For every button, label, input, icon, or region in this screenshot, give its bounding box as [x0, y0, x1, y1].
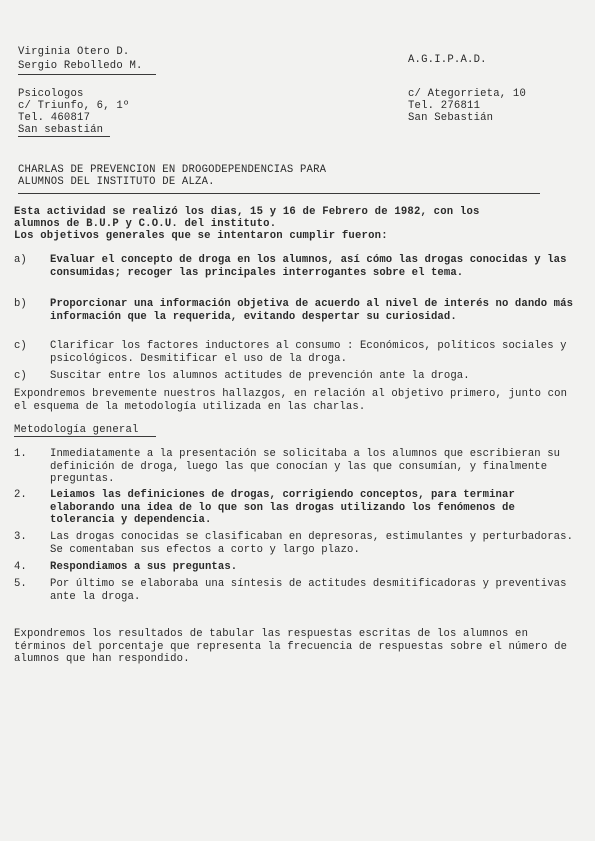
- method-heading: Metodología general: [14, 424, 139, 436]
- objective-label: b): [14, 298, 27, 310]
- intro-line-2: alumnos de B.U.P y C.O.U. del instituto.: [14, 218, 277, 230]
- right-address: c/ Ategorrieta, 10: [408, 88, 527, 100]
- step-number: 4.: [14, 561, 27, 573]
- step-text: Leiamos las definiciones de drogas, corrigiendo conceptos, para terminar elaborando una idea de lo que son las drogas utilizando los fenómenos de tolerancia y dependencia.: [50, 489, 515, 526]
- title-rule: [18, 193, 540, 194]
- step-text: Respondiamos a sus preguntas.: [50, 561, 238, 573]
- objective-text: Clarificar los factores inductores al consumo : Económicos, políticos sociales y psicológicos. Desmitificar el uso de la droga.: [50, 340, 567, 365]
- author-underline: [18, 74, 156, 75]
- title-line-1: CHARLAS DE PREVENCION EN DROGODEPENDENCIAS PARA: [18, 164, 327, 176]
- objective-label: c): [14, 370, 27, 382]
- right-city: San Sebastián: [408, 112, 494, 124]
- step-number: 2.: [14, 489, 27, 501]
- author-role: Psicologos: [18, 88, 84, 100]
- exposition-paragraph: Expondremos brevemente nuestros hallazgos, en relación al objetivo primero, junto con el esquema de la metodología utilizada en las charlas.: [14, 388, 568, 413]
- objective-text: Proporcionar una información objetiva de acuerdo al nivel de interés no dando más información que la requerida, evitando despertar su curiosidad.: [50, 298, 574, 323]
- objective-text: Suscitar entre los alumnos actitudes de prevención ante la droga.: [50, 370, 470, 382]
- objective-label: a): [14, 254, 27, 266]
- method-heading-underline: [14, 436, 156, 437]
- objective-text: Evaluar el concepto de droga en los alumnos, así cómo las drogas conocidas y las consumidas; recoger las principales interrogantes sobre el tema.: [50, 254, 567, 279]
- left-address: c/ Triunfo, 6, 1º: [18, 100, 130, 112]
- objective-label: c): [14, 340, 27, 352]
- step-text: Las drogas conocidas se clasificaban en depresoras, estimulantes y perturbadoras. Se comentaban sus efectos a corto y largo plazo.: [50, 531, 574, 556]
- step-text: Por último se elaboraba una síntesis de actitudes desmitificadoras y preventivas ante la droga.: [50, 578, 567, 603]
- step-text: Inmediatamente a la presentación se solicitaba a los alumnos que escribieran su definición de droga, luego las que conocían y las que consumían, y finalmente preguntas.: [50, 448, 561, 485]
- left-city-underline: [18, 136, 110, 137]
- intro-line-1: Esta actividad se realizó los dias, 15 y 16 de Febrero de 1982, con los: [14, 206, 480, 218]
- title-line-2: ALUMNOS DEL INSTITUTO DE ALZA.: [18, 176, 215, 188]
- right-phone: Tel. 276811: [408, 100, 481, 112]
- author-2: Sergio Rebolledo M.: [18, 60, 143, 72]
- step-number: 1.: [14, 448, 27, 460]
- left-phone: Tel. 460817: [18, 112, 91, 124]
- author-1: Virginia Otero D.: [18, 46, 130, 58]
- closing-paragraph: Expondremos los resultados de tabular las respuestas escritas de los alumnos en términos del porcentaje que representa la frecuencia de respuestas sobre el número de alumnos que han respondido.: [14, 628, 568, 665]
- step-number: 3.: [14, 531, 27, 543]
- left-city: San sebastián: [18, 124, 104, 136]
- intro-line-3: Los objetivos generales que se intentaron cumplir fueron:: [14, 230, 388, 242]
- step-number: 5.: [14, 578, 27, 590]
- org-name: A.G.I.P.A.D.: [408, 54, 487, 66]
